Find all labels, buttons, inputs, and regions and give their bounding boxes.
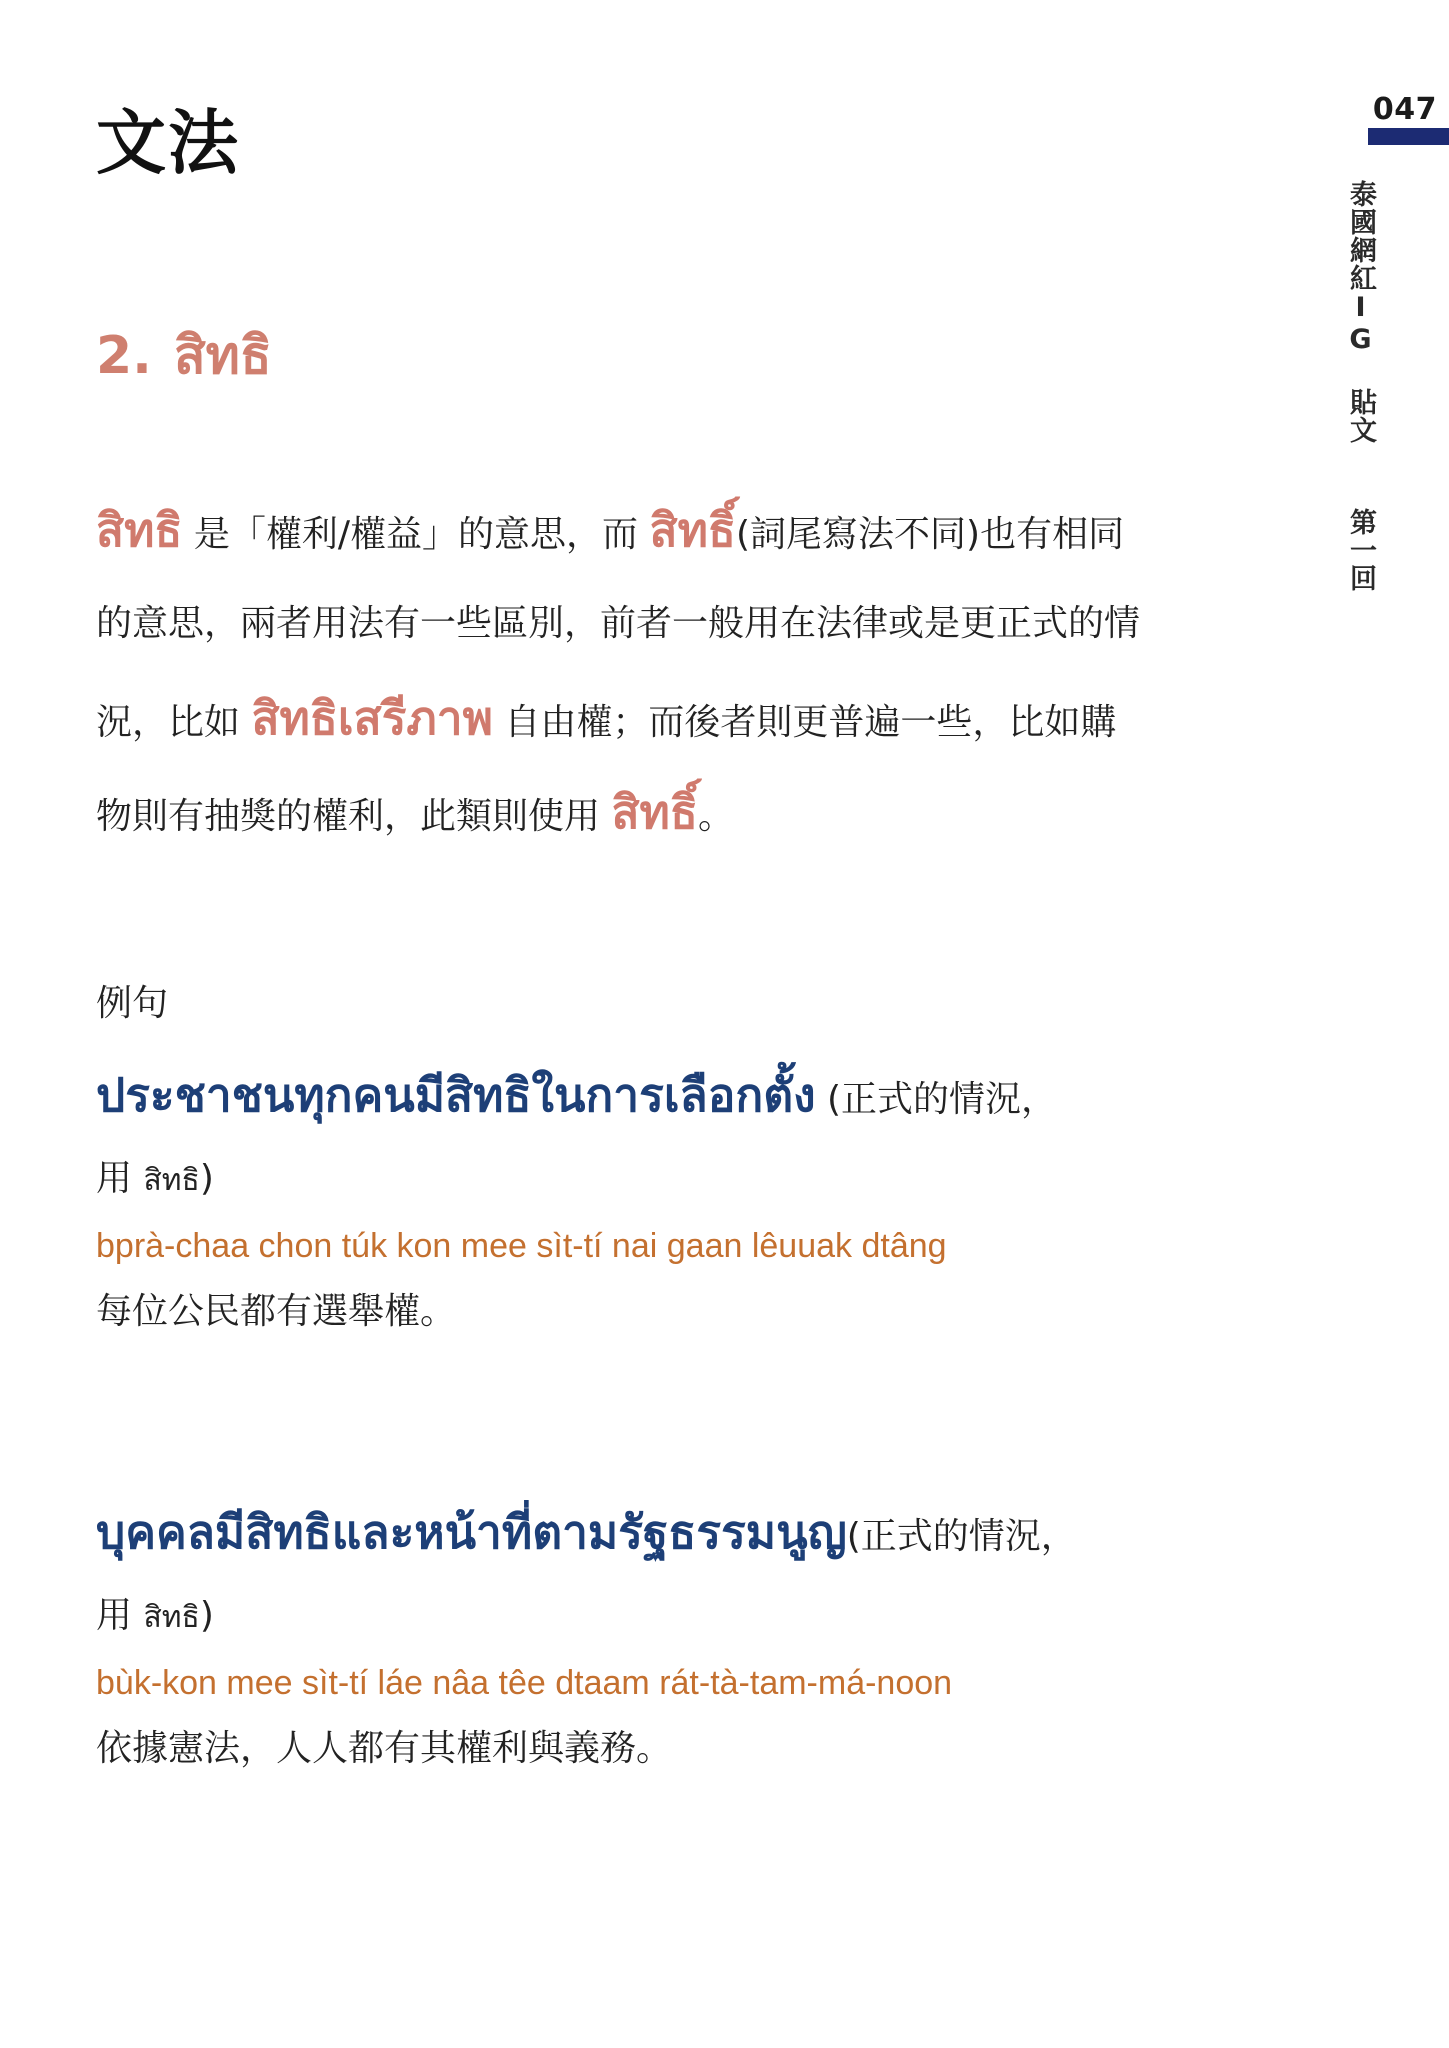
- side-running-title: 泰國網紅IG 貼文 第一回: [1345, 180, 1376, 592]
- example-note: (正式的情況，: [846, 1516, 1077, 1557]
- explanation-text: 自由權；而後者則更普遍一些，比如購: [492, 702, 1117, 743]
- highlight-word: สิทธิ์: [611, 785, 698, 839]
- example-thai: ประชาชนทุกคนมีสิทธิในการเลือกตั้ง: [96, 1068, 816, 1122]
- example-note: (正式的情況，: [815, 1079, 1058, 1120]
- example-note-suffix: ): [199, 1595, 214, 1636]
- explanation-line-2: [96, 584, 1246, 678]
- explanation-text: 況，比如: [96, 702, 252, 743]
- example-note-line: [96, 1143, 1316, 1215]
- page-number: 047: [1372, 92, 1437, 127]
- example-thai-line: [96, 1492, 1316, 1572]
- explanation-text: 物則有抽獎的權利，此類則使用: [96, 796, 612, 837]
- section-word: สิทธิ: [173, 326, 272, 386]
- explanation-text: 。: [697, 796, 734, 837]
- section-heading: [96, 326, 272, 386]
- example-thai: บุคคลมีสิทธิและหน้าที่ตามรัฐธรรมนูญ: [96, 1505, 847, 1559]
- example-sentence-2: [96, 1492, 1316, 1784]
- explanation-line-1: [96, 490, 1246, 584]
- transliteration: bprà-chaa chon túk kon mee sìt-tí nai gaan lêuuak dtâng: [96, 1227, 947, 1265]
- example-note-prefix: 用: [96, 1595, 144, 1636]
- transliteration: bùk-kon mee sìt-tí láe nâa têe dtaam rát-tà-tam-má-noon: [96, 1664, 953, 1702]
- explanation-text: (詞尾寫法不同)也有相同: [736, 514, 1125, 555]
- example-label: 例句: [96, 983, 169, 1024]
- explanation-line-4: [96, 772, 1246, 866]
- example-note-suffix: ): [199, 1158, 214, 1199]
- section-number: 2.: [96, 326, 152, 386]
- highlight-word: สิทธิ: [96, 503, 183, 557]
- translation: 每位公民都有選舉權。: [96, 1291, 457, 1332]
- highlight-word: สิทธิ์: [649, 503, 736, 557]
- translation: 依據憲法，人人都有其權利與義務。: [96, 1728, 673, 1769]
- example-note-thai: สิทธิ: [143, 1600, 200, 1635]
- explanation-line-3: [96, 678, 1246, 772]
- page-number-bar: [1368, 128, 1449, 145]
- explanation-paragraph: [96, 490, 1246, 866]
- explanation-text: 是「權利/權益」的意思，而: [182, 514, 650, 555]
- chapter-title: 文法: [96, 102, 240, 184]
- example-note-line: [96, 1580, 1316, 1652]
- explanation-text: 的意思，兩者用法有一些區別，前者一般用在法律或是更正式的情: [96, 603, 1141, 644]
- example-note-prefix: 用: [96, 1158, 144, 1199]
- example-thai-line: [96, 1055, 1316, 1135]
- example-sentence-1: [96, 1055, 1316, 1347]
- highlight-word: สิทธิเสรีภาพ: [251, 691, 493, 745]
- example-note-thai: สิทธิ: [143, 1163, 200, 1198]
